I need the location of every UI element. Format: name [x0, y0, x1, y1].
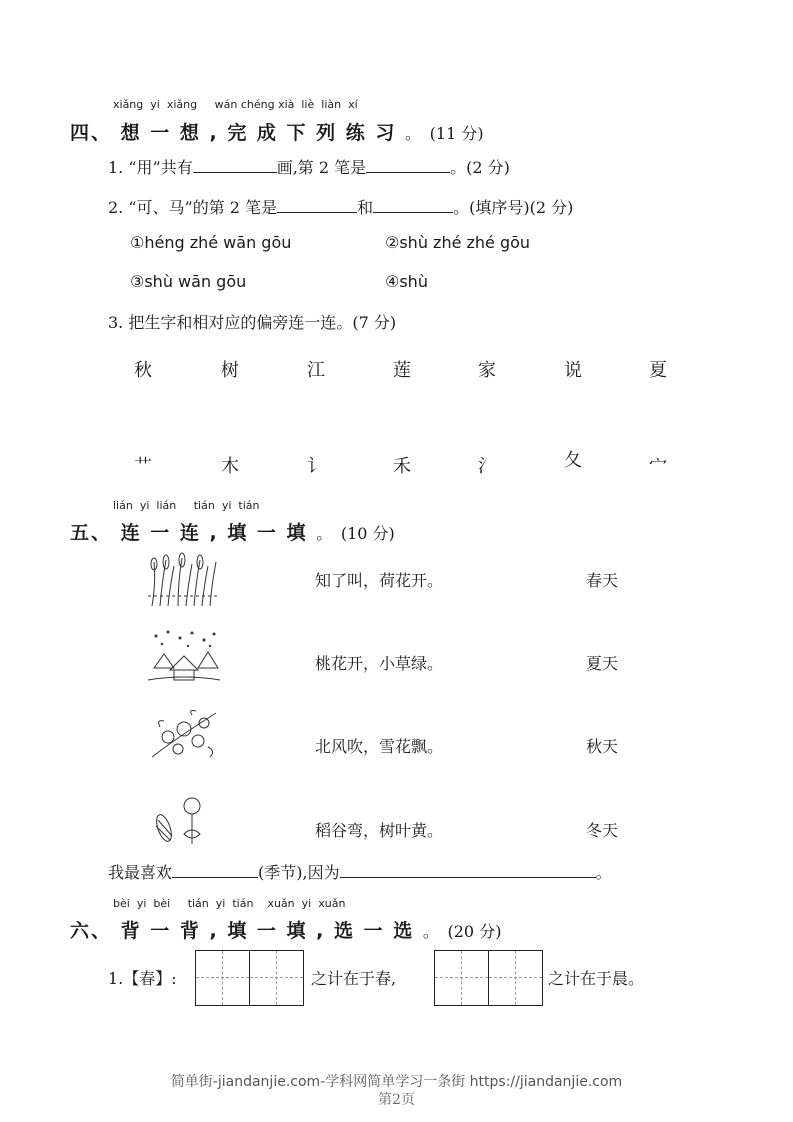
favorite-season-fill	[108, 860, 612, 883]
season-clue[interactable]: 桃花开，小草绿。	[315, 654, 444, 673]
season-clue[interactable]: 稻谷弯，树叶黄。	[315, 821, 444, 840]
character-item[interactable]: 秋	[134, 360, 152, 381]
section-title: 连 一 连 , 填 一 填	[120, 522, 308, 544]
section-title: 想 一 想 , 完 成 下 列 练 习	[120, 122, 397, 144]
pinyin: yi	[221, 499, 232, 512]
radical-item[interactable]: 木	[221, 456, 239, 476]
question-4-3: 3. 把生字和相对应的偏旁连一连。(7 分)	[108, 313, 397, 332]
season-label[interactable]: 冬天	[586, 821, 619, 840]
season-clue[interactable]: 知了叫，荷花开。	[315, 571, 444, 590]
section-number: 六、	[70, 920, 113, 942]
character-item[interactable]: 莲	[393, 360, 411, 381]
answer-blank[interactable]	[373, 196, 453, 213]
season-label[interactable]: 秋天	[586, 737, 619, 756]
option-2: ②shù zhé zhé gōu	[385, 233, 531, 252]
writing-cell[interactable]	[250, 951, 303, 1005]
peach-blossom-picture	[148, 707, 220, 763]
pinyin: yi	[215, 897, 226, 910]
section-points: (20 分)	[447, 922, 502, 941]
answer-blank[interactable]	[172, 861, 258, 878]
footer-watermark: 简单街-jiandanjie.com-学科网简单学习一条街 https://jiandanjie.com	[170, 1074, 623, 1090]
season-label[interactable]: 春天	[586, 571, 619, 590]
answer-blank[interactable]	[340, 861, 596, 878]
wheat-field-picture	[148, 552, 220, 608]
question-text: 和	[357, 198, 374, 217]
option-4: ④shù	[385, 272, 428, 291]
writing-grid[interactable]	[434, 950, 543, 1006]
snow-village-picture	[148, 628, 220, 684]
pinyin: wán	[214, 98, 238, 111]
pinyin: tián	[238, 499, 260, 512]
pinyin: yi	[136, 897, 147, 910]
pinyin: tián	[187, 897, 209, 910]
character-item[interactable]: 江	[307, 360, 325, 381]
writing-cell[interactable]	[489, 951, 542, 1005]
radical-item[interactable]: 宀	[649, 456, 667, 476]
question-text: (季节),因为	[258, 863, 340, 882]
pinyin: lián	[113, 499, 133, 512]
section-title: 背 一 背 , 填 一 填 , 选 一 选	[120, 920, 415, 942]
option-3: ③shù wān gōu	[130, 272, 247, 291]
answer-blank[interactable]	[277, 196, 357, 213]
pinyin: xià	[278, 98, 295, 111]
pinyin: xí	[348, 98, 358, 111]
pinyin: yi	[301, 897, 312, 910]
option-1: ①héng zhé wān gōu	[130, 233, 292, 252]
pinyin: bèi	[113, 897, 130, 910]
section4-pinyin	[113, 98, 358, 111]
answer-blank[interactable]	[366, 156, 450, 173]
pinyin: yi	[139, 499, 150, 512]
question-text: 。(2 分)	[450, 158, 510, 177]
pinyin: chéng	[240, 98, 275, 111]
pinyin: xuǎn	[267, 897, 295, 910]
question-text: 2. “可、马”的第 2 笔是	[108, 198, 278, 217]
pinyin: xiǎng	[166, 98, 198, 111]
section-number: 五、	[70, 522, 113, 544]
writing-cell[interactable]	[435, 951, 489, 1005]
pinyin: liàn	[321, 98, 342, 111]
question-4-1	[108, 155, 510, 178]
section-title-end: 。	[405, 124, 422, 143]
radical-row	[110, 450, 690, 476]
question-text: 1. “用”共有	[108, 158, 193, 177]
section-points: (11 分)	[429, 124, 484, 143]
section6-pinyin	[113, 897, 345, 910]
lotus-cicada-picture	[148, 792, 220, 848]
answer-blank[interactable]	[193, 156, 277, 173]
question-4-2	[108, 195, 573, 218]
section-title-end: 。	[422, 922, 439, 941]
question-text: 我最喜欢	[108, 863, 173, 882]
season-label[interactable]: 夏天	[586, 654, 619, 673]
character-item[interactable]: 树	[221, 360, 239, 381]
section-points: (10 分)	[340, 524, 395, 543]
section4-heading	[70, 118, 484, 145]
radical-item[interactable]: 夂	[564, 450, 582, 471]
pinyin: tián	[193, 499, 215, 512]
season-clue[interactable]: 北风吹，雪花飘。	[315, 737, 444, 756]
radical-item[interactable]: 禾	[393, 456, 411, 476]
radical-item[interactable]: 讠	[307, 456, 325, 476]
question-6-1-label: 1.【春】:	[108, 969, 177, 988]
writing-cell[interactable]	[196, 951, 250, 1005]
question-6-1-middle: 之计在于春,	[311, 969, 397, 988]
character-item[interactable]: 家	[478, 360, 496, 381]
pinyin: lián	[156, 499, 177, 512]
question-text: 画,第 2 笔是	[276, 158, 367, 177]
pinyin: xiǎng	[113, 98, 144, 111]
character-item[interactable]: 夏	[649, 360, 667, 381]
pinyin: yi	[150, 98, 160, 111]
pinyin: tián	[232, 897, 254, 910]
section5-heading	[70, 518, 395, 545]
question-6-1-end: 之计在于晨。	[548, 969, 645, 988]
writing-grid[interactable]	[195, 950, 304, 1006]
section5-pinyin	[113, 499, 259, 512]
pinyin: liè	[301, 98, 315, 111]
section6-heading	[70, 916, 501, 943]
character-item[interactable]: 说	[564, 360, 582, 381]
pinyin: xuǎn	[318, 897, 346, 910]
radical-item[interactable]: 氵	[478, 456, 496, 476]
radical-item[interactable]: 艹	[134, 456, 152, 476]
section-title-end: 。	[316, 524, 333, 543]
question-text: 。	[595, 863, 612, 882]
section-number: 四、	[70, 122, 113, 144]
pinyin: bèi	[153, 897, 171, 910]
page-number: 第2页	[378, 1092, 415, 1108]
question-text: 。(填序号)(2 分)	[453, 198, 574, 217]
